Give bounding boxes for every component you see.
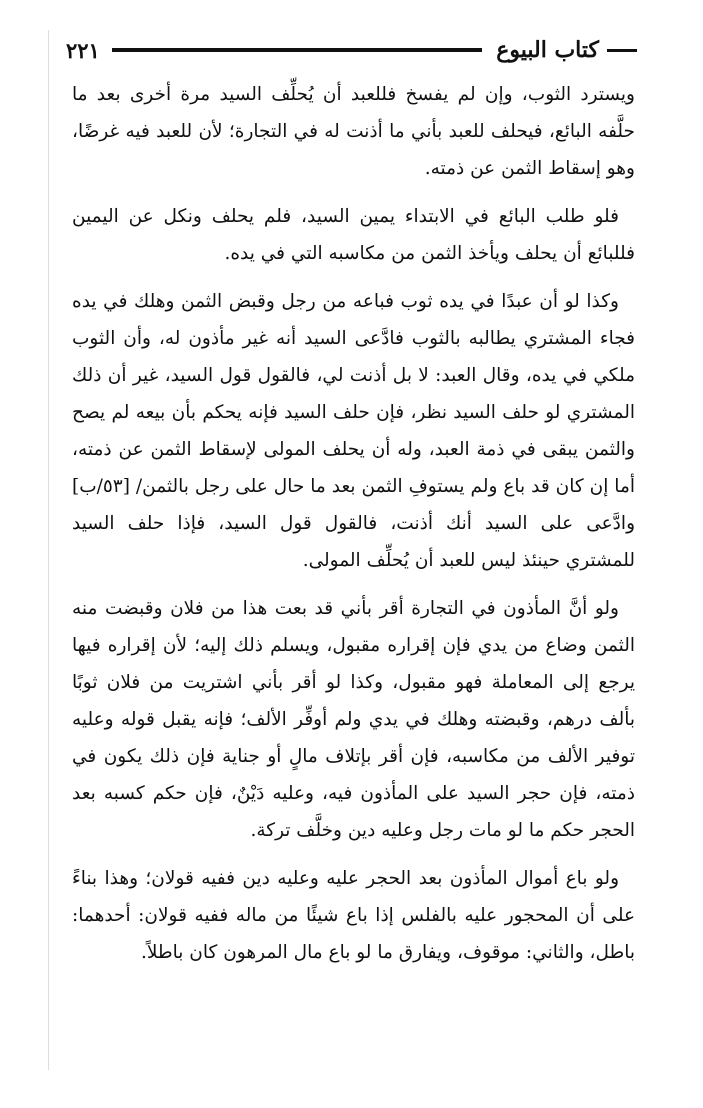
running-header bbox=[66, 34, 637, 66]
page-body bbox=[72, 76, 635, 982]
header-rule bbox=[112, 48, 482, 52]
gutter-line bbox=[48, 30, 49, 1070]
paragraph-2: فلو طلب البائع في الابتداء يمين السيد، فلم يحلف ونكل عن اليمين فللبائع أن يحلف ويأخذ الثمن من مكاسبه التي في يده. bbox=[72, 206, 635, 264]
header-dash bbox=[607, 49, 637, 52]
paragraph-3: وكذا لو أن عبدًا في يده ثوب فباعه من رجل وقبض الثمن وهلك في يده فجاء المشتري يطالبه بالثوب فادَّعى السيد أنه غير مأذون له، وأن الثوب ملكي في يده، وقال العبد: لا بل أذنت لي، فالقول قول السيد، غير أن ذلك المشتري لو حلف السيد نظر، فإن حلف السيد فإنه يحكم بأن بيعه لم يصح والثمن يبقى في ذمة العبد، وله أن يحلف المولى لإسقاط الثمن عن ذمته، أما إن كان قد باع ولم يستوفِ الثمن بعد ما حال على رجل بالثمن/ [٥٣/ب] وادَّعى على السيد أنك أذنت، فالقول قول السيد، فإذا حلف السيد للمشتري حينئذ ليس للعبد أن يُحلِّف المولى. bbox=[72, 291, 635, 571]
paragraph-5: ولو باع أموال المأذون بعد الحجر عليه وعليه دين ففيه قولان؛ وهذا بناءً على أن المحجور عليه بالفلس إذا باع شيئًا من ماله ففيه قولان: أحدهما: باطل، والثاني: موقوف، ويفارق ما لو باع مال المرهون كان باطلاً. bbox=[72, 868, 635, 963]
paragraph-1: ويسترد الثوب، وإن لم يفسخ فللعبد أن يُحلِّف السيد مرة أخرى بعد ما حلَّفه البائع، فيحلف للعبد بأني ما أذنت له في التجارة؛ لأن للعبد فيه غرضًا، وهو إسقاط الثمن عن ذمته. bbox=[72, 84, 635, 179]
paragraph-4: ولو أنَّ المأذون في التجارة أقر بأني قد بعت هذا من فلان وقبضت منه الثمن وضاع من يدي فإن إقراره مقبول، ويسلم ذلك إليه؛ لأن إقراره فيها يرجع إلى المعاملة فهو مقبول، وكذا لو أقر بأني اشتريت من فلان ثوبًا بألف درهم، وقبضته وهلك في يدي ولم أوفِّر الألف؛ فإنه يقبل قوله وعليه توفير الألف من مكاسبه، فإن أقر بإتلاف مالٍ أو جناية فإن ذلك يكون في ذمته، فإن حجر السيد على المأذون فيه، وعليه دَيْنٌ، فإن حكم كسبه بعد الحجر حكم ما لو مات رجل وعليه دين وخلَّف تركة. bbox=[72, 598, 635, 841]
book-title: كتاب البيوع bbox=[496, 37, 599, 63]
page-number: ٢٢١ bbox=[66, 37, 100, 63]
